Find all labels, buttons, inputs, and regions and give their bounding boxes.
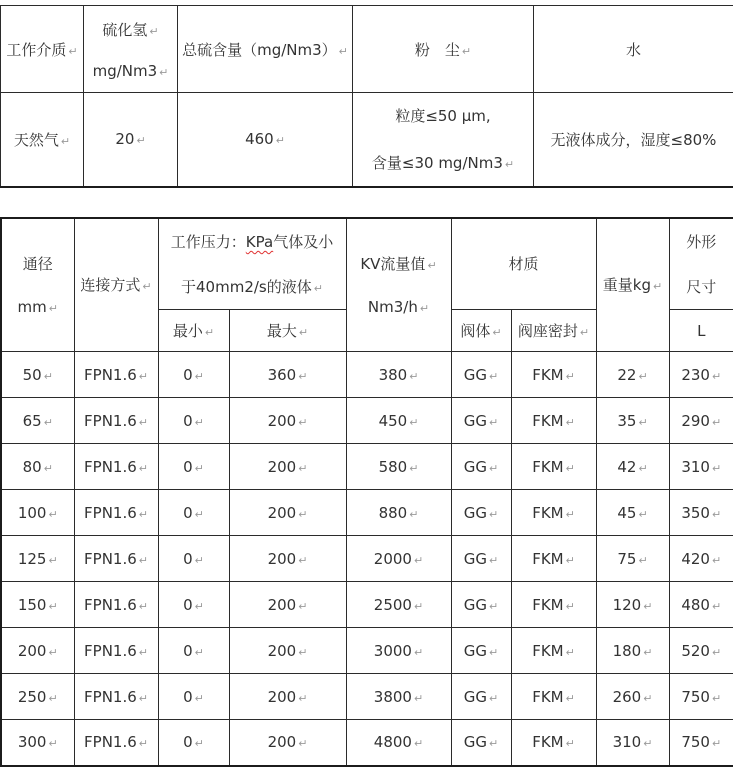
header-label: Nm3/h [367, 298, 418, 317]
cell: 125 ↵ [1, 536, 74, 582]
paragraph-mark: ↵ [711, 461, 722, 475]
cell: 0 ↵ [158, 536, 229, 582]
paragraph-mark: ↵ [409, 461, 419, 475]
cell: GG ↵ [451, 490, 511, 536]
paragraph-mark: ↵ [298, 507, 308, 521]
paragraph-mark: ↵ [194, 599, 204, 613]
paragraph-mark: ↵ [194, 369, 204, 383]
header-label: mg/Nm3 [92, 61, 158, 80]
paragraph-mark: ↵ [48, 302, 58, 316]
header-material [451, 218, 596, 310]
cell: FKM ↵ [511, 628, 596, 674]
cell: FPN1.6 ↵ [74, 352, 158, 398]
cell: 2500 ↵ [346, 582, 451, 628]
paragraph-mark: ↵ [48, 507, 58, 521]
cell: 3000 ↵ [346, 628, 451, 674]
table-row [1, 490, 733, 536]
paragraph-mark: ↵ [565, 415, 575, 429]
header-dust [353, 6, 534, 93]
paragraph-mark: ↵ [138, 553, 148, 567]
cell: 0 ↵ [158, 674, 229, 720]
table-row [1, 444, 733, 490]
paragraph-mark: ↵ [489, 415, 499, 429]
cell: 3800 ↵ [346, 674, 451, 720]
paragraph-mark: ↵ [638, 461, 648, 475]
header-working-medium [1, 6, 84, 93]
header-max [229, 310, 346, 352]
paragraph-mark: ↵ [409, 415, 419, 429]
cell: 65 ↵ [1, 398, 74, 444]
cell: 200 ↵ [229, 628, 346, 674]
paragraph-mark: ↵ [194, 553, 204, 567]
table-row [1, 352, 733, 398]
paragraph-mark: ↵ [711, 599, 722, 613]
paragraph-mark: ↵ [138, 599, 148, 613]
paragraph-mark: ↵ [565, 599, 575, 613]
header-h2s [84, 6, 178, 93]
paragraph-mark: ↵ [413, 691, 424, 705]
header-water [534, 6, 733, 93]
cell: 580 ↵ [346, 444, 451, 490]
cell: 0 ↵ [158, 490, 229, 536]
cell: FKM ↵ [511, 352, 596, 398]
cell: 200 ↵ [229, 582, 346, 628]
header-total-sulfur [178, 6, 353, 93]
cell: 45 ↵ [596, 490, 669, 536]
paragraph-mark: ↵ [489, 737, 499, 751]
cell: FPN1.6 ↵ [74, 536, 158, 582]
paragraph-mark: ↵ [298, 645, 308, 659]
table-row [1, 582, 733, 628]
paragraph-mark: ↵ [711, 691, 722, 705]
cell: 480 ↵ [669, 582, 733, 628]
cell: 200 ↵ [229, 720, 346, 766]
paragraph-mark: ↵ [427, 259, 437, 273]
paragraph-mark: ↵ [489, 369, 499, 383]
paragraph-mark: ↵ [638, 369, 648, 383]
cell: FKM ↵ [511, 536, 596, 582]
paragraph-mark: ↵ [489, 691, 499, 705]
paragraph-mark: ↵ [43, 415, 53, 429]
cell: 300 ↵ [1, 720, 74, 766]
cell: 310 ↵ [596, 720, 669, 766]
paragraph-mark: ↵ [298, 599, 308, 613]
cell: 42 ↵ [596, 444, 669, 490]
cell: 0 ↵ [158, 720, 229, 766]
spellcheck-kpa: KPa [245, 232, 274, 251]
header-label: 气体及小 [273, 232, 334, 251]
cell: 75 ↵ [596, 536, 669, 582]
cell-h2s-value: 20 ↵ [84, 93, 178, 187]
cell: 880 ↵ [346, 490, 451, 536]
paragraph-mark: ↵ [565, 369, 575, 383]
paragraph-mark: ↵ [711, 737, 722, 751]
cell-dust-value: 粒度≤50 μm, 含量≤30 mg/Nm3 ↵ [353, 93, 534, 187]
media-header-row [1, 6, 733, 93]
cell: 0 ↵ [158, 352, 229, 398]
table-row [1, 674, 733, 720]
header-dn [1, 218, 74, 352]
cell: 120 ↵ [596, 582, 669, 628]
header-dim-L [669, 310, 733, 352]
paragraph-mark: ↵ [159, 65, 169, 79]
header-working-pressure [158, 218, 346, 310]
header-valve-body [451, 310, 511, 352]
paragraph-mark: ↵ [204, 326, 215, 339]
paragraph-mark: ↵ [194, 691, 204, 705]
paragraph-mark: ↵ [138, 737, 148, 751]
paragraph-mark: ↵ [43, 369, 53, 383]
cell: 100 ↵ [1, 490, 74, 536]
header-label: 最小 [172, 322, 203, 340]
paragraph-mark: ↵ [489, 599, 499, 613]
paragraph-mark: ↵ [643, 645, 653, 659]
paragraph-mark: ↵ [338, 44, 348, 58]
header-label: 硫化氢 [102, 20, 148, 39]
cell: FKM ↵ [511, 444, 596, 490]
cell: 200 ↵ [229, 674, 346, 720]
cell: 450 ↵ [346, 398, 451, 444]
cell-medium: 天然气 ↵ [1, 93, 84, 187]
paragraph-mark: ↵ [643, 691, 653, 705]
cell: 520 ↵ [669, 628, 733, 674]
paragraph-mark: ↵ [409, 507, 419, 521]
paragraph-mark: ↵ [492, 326, 502, 339]
table-row [1, 628, 733, 674]
paragraph-mark: ↵ [313, 281, 323, 295]
cell: 750 ↵ [669, 674, 733, 720]
header-label: 工作压力： [170, 232, 246, 251]
cell: GG ↵ [451, 352, 511, 398]
cell: 50 ↵ [1, 352, 74, 398]
cell: FKM ↵ [511, 720, 596, 766]
paragraph-mark: ↵ [298, 415, 308, 429]
cell: 22 ↵ [596, 352, 669, 398]
header-label: mm [17, 298, 47, 317]
paragraph-mark: ↵ [711, 369, 722, 383]
paragraph-mark: ↵ [136, 134, 146, 148]
valve-spec-table [0, 217, 733, 767]
header-label: 通径 [22, 255, 53, 274]
paragraph-mark: ↵ [138, 369, 148, 383]
paragraph-mark: ↵ [298, 461, 308, 475]
header-connection [74, 218, 158, 352]
cell: 200 ↵ [229, 490, 346, 536]
paragraph-mark: ↵ [298, 691, 308, 705]
paragraph-mark: ↵ [60, 134, 71, 148]
media-data-row [1, 93, 733, 187]
paragraph-mark: ↵ [138, 645, 148, 659]
header-label: L [697, 321, 706, 340]
paragraph-mark: ↵ [565, 737, 575, 751]
cell: FPN1.6 ↵ [74, 490, 158, 536]
cell: FPN1.6 ↵ [74, 720, 158, 766]
paragraph-mark: ↵ [565, 507, 575, 521]
cell: FKM ↵ [511, 674, 596, 720]
paragraph-mark: ↵ [565, 461, 575, 475]
cell: FPN1.6 ↵ [74, 674, 158, 720]
cell: 0 ↵ [158, 628, 229, 674]
header-kv-flow [346, 218, 451, 352]
header-label: 工作介质 [6, 40, 67, 59]
paragraph-mark: ↵ [138, 507, 148, 521]
header-dimensions [669, 218, 733, 310]
paragraph-mark: ↵ [194, 737, 204, 751]
paragraph-mark: ↵ [413, 599, 424, 613]
cell: 4800 ↵ [346, 720, 451, 766]
paragraph-mark: ↵ [194, 415, 204, 429]
header-seat-seal [511, 310, 596, 352]
paragraph-mark: ↵ [43, 461, 53, 475]
cell: 260 ↵ [596, 674, 669, 720]
header-label: 连接方式 [80, 276, 141, 295]
paragraph-mark: ↵ [565, 553, 575, 567]
header-label: KV流量值 [360, 255, 426, 274]
spec-table-head [1, 218, 733, 352]
paragraph-mark: ↵ [638, 507, 648, 521]
paragraph-mark: ↵ [711, 645, 722, 659]
paragraph-mark: ↵ [489, 507, 499, 521]
paragraph-mark: ↵ [298, 553, 308, 567]
cell: GG ↵ [451, 582, 511, 628]
cell: 290 ↵ [669, 398, 733, 444]
paragraph-mark: ↵ [48, 645, 58, 659]
table-row [1, 398, 733, 444]
paragraph-mark: ↵ [298, 737, 308, 751]
header-label: 尺寸 [686, 277, 717, 296]
table-row [1, 720, 733, 766]
paragraph-mark: ↵ [48, 599, 58, 613]
cell: 80 ↵ [1, 444, 74, 490]
spec-header-row [1, 218, 733, 310]
paragraph-mark: ↵ [194, 461, 204, 475]
media-conditions-table [0, 5, 733, 188]
cell: FPN1.6 ↵ [74, 398, 158, 444]
cell: 2000 ↵ [346, 536, 451, 582]
header-label: 最大 [266, 322, 297, 340]
header-label: 阀体 [460, 322, 491, 340]
paragraph-mark: ↵ [643, 737, 653, 751]
paragraph-mark: ↵ [711, 415, 722, 429]
cell: FKM ↵ [511, 398, 596, 444]
cell: 350 ↵ [669, 490, 733, 536]
cell: GG ↵ [451, 444, 511, 490]
header-weight [596, 218, 669, 352]
paragraph-mark: ↵ [711, 553, 722, 567]
paragraph-mark: ↵ [149, 24, 159, 38]
table-row [1, 536, 733, 582]
paragraph-mark: ↵ [504, 158, 515, 172]
cell: 360 ↵ [229, 352, 346, 398]
paragraph-mark: ↵ [413, 553, 424, 567]
cell-total-sulfur-value: 460 ↵ [178, 93, 353, 187]
cell: 310 ↵ [669, 444, 733, 490]
cell: 150 ↵ [1, 582, 74, 628]
cell: 200 ↵ [229, 536, 346, 582]
cell: 35 ↵ [596, 398, 669, 444]
header-label: 粉 尘 [414, 40, 460, 59]
cell: 180 ↵ [596, 628, 669, 674]
cell: FKM ↵ [511, 582, 596, 628]
header-label: 于40mm2/s的液体 [181, 277, 312, 296]
cell: 250 ↵ [1, 674, 74, 720]
cell: GG ↵ [451, 536, 511, 582]
paragraph-mark: ↵ [194, 645, 204, 659]
paragraph-mark: ↵ [298, 369, 308, 383]
paragraph-mark: ↵ [461, 44, 472, 58]
paragraph-mark: ↵ [138, 691, 148, 705]
paragraph-mark: ↵ [565, 691, 575, 705]
cell: 750 ↵ [669, 720, 733, 766]
paragraph-mark: ↵ [565, 645, 575, 659]
paragraph-mark: ↵ [489, 461, 499, 475]
paragraph-mark: ↵ [68, 44, 78, 58]
cell: FPN1.6 ↵ [74, 444, 158, 490]
paragraph-mark: ↵ [48, 691, 58, 705]
paragraph-mark: ↵ [142, 280, 152, 294]
paragraph-mark: ↵ [413, 737, 424, 751]
cell: GG ↵ [451, 628, 511, 674]
paragraph-mark: ↵ [489, 645, 499, 659]
paragraph-mark: ↵ [409, 369, 419, 383]
paragraph-mark: ↵ [419, 302, 430, 316]
paragraph-mark: ↵ [653, 280, 663, 294]
paragraph-mark: ↵ [194, 507, 204, 521]
paragraph-mark: ↵ [638, 553, 648, 567]
paragraph-mark: ↵ [489, 553, 499, 567]
paragraph-mark: ↵ [413, 645, 424, 659]
cell: 200 ↵ [229, 444, 346, 490]
paragraph-mark: ↵ [579, 326, 590, 339]
header-label: 材质 [508, 255, 539, 274]
cell: FPN1.6 ↵ [74, 582, 158, 628]
header-label: 总硫含量（mg/Nm3） [182, 40, 337, 59]
header-label: 重量kg [602, 276, 652, 295]
cell: 200 ↵ [1, 628, 74, 674]
paragraph-mark: ↵ [298, 326, 309, 339]
header-min [158, 310, 229, 352]
paragraph-mark: ↵ [643, 599, 653, 613]
header-label: 外形 [686, 232, 717, 251]
cell: FKM ↵ [511, 490, 596, 536]
cell-water-value: 无液体成分，湿度≤80% [534, 93, 733, 187]
paragraph-mark: ↵ [138, 415, 148, 429]
cell: 0 ↵ [158, 582, 229, 628]
header-label: 水 [625, 40, 641, 59]
cell: 230 ↵ [669, 352, 733, 398]
cell: GG ↵ [451, 720, 511, 766]
cell: FPN1.6 ↵ [74, 628, 158, 674]
paragraph-mark: ↵ [711, 507, 722, 521]
cell: 0 ↵ [158, 444, 229, 490]
cell: GG ↵ [451, 398, 511, 444]
cell: 200 ↵ [229, 398, 346, 444]
paragraph-mark: ↵ [48, 553, 58, 567]
cell: GG ↵ [451, 674, 511, 720]
cell: 0 ↵ [158, 398, 229, 444]
cell: 420 ↵ [669, 536, 733, 582]
paragraph-mark: ↵ [275, 134, 285, 148]
spec-table-body [1, 352, 733, 766]
paragraph-mark: ↵ [138, 461, 148, 475]
paragraph-mark: ↵ [638, 415, 648, 429]
header-label: 阀座密封 [517, 322, 578, 340]
paragraph-mark: ↵ [48, 737, 58, 751]
cell: 380 ↵ [346, 352, 451, 398]
